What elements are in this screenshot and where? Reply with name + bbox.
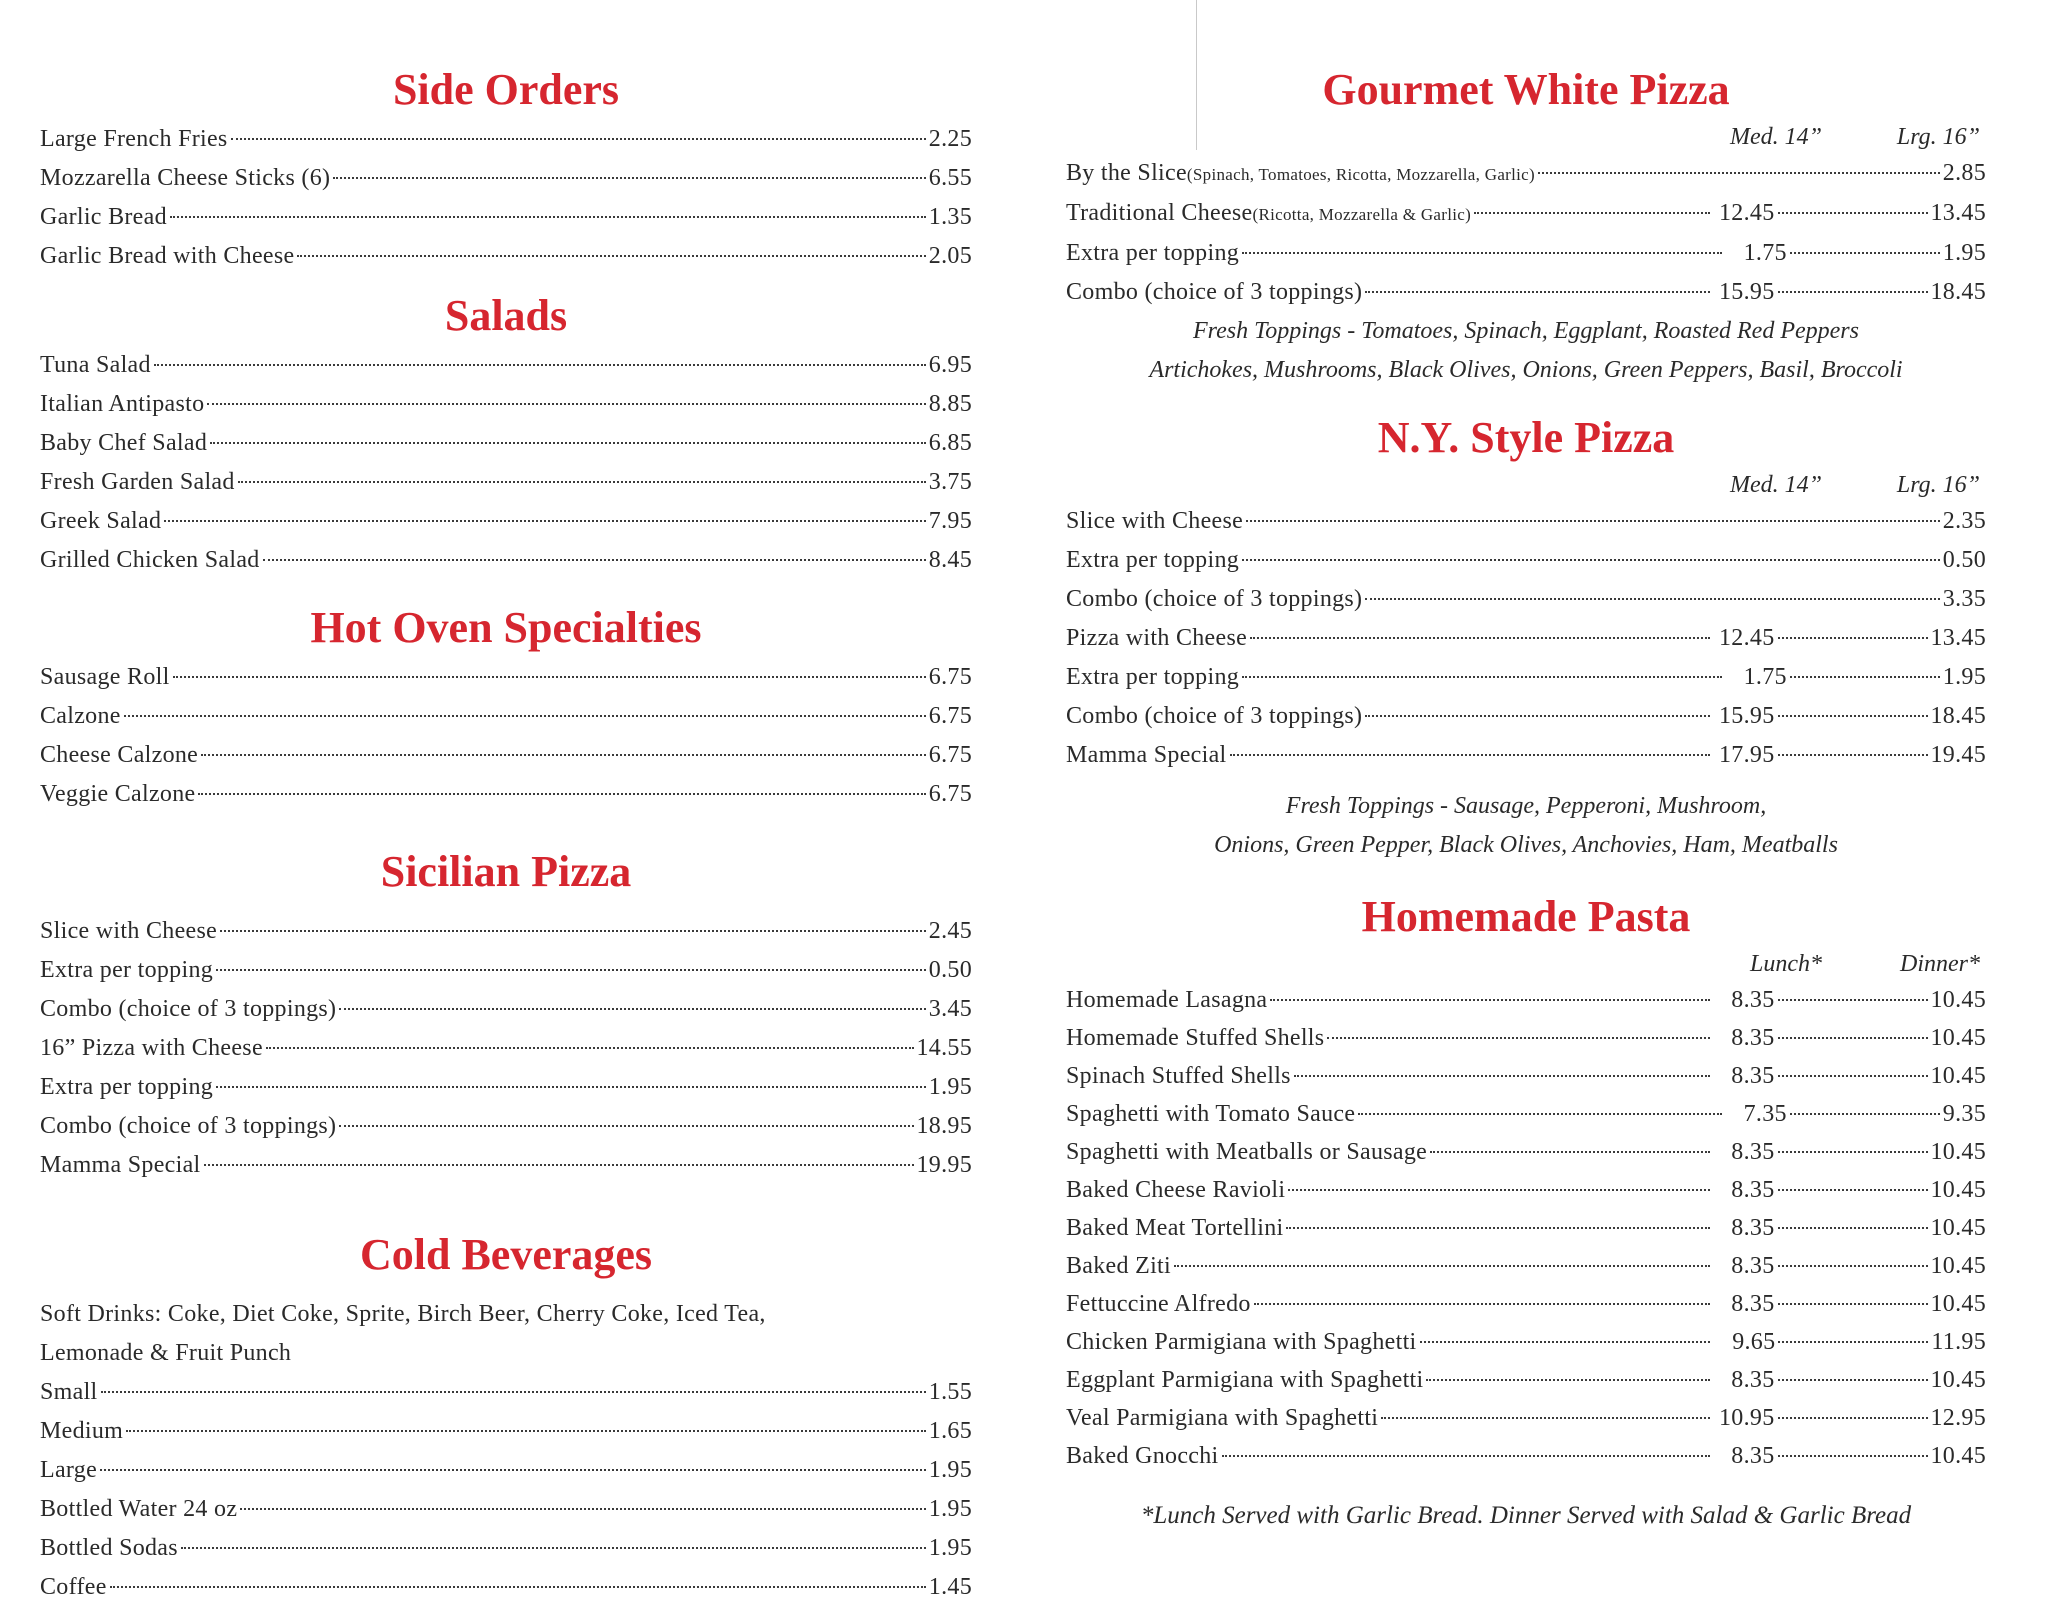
- menu-item-price: 18.95: [916, 1113, 972, 1139]
- dot-leader: [1420, 1341, 1711, 1343]
- beverages-list: [40, 1373, 972, 1607]
- menu-item-name: Grilled Chicken Salad: [40, 547, 260, 573]
- dot-leader: [216, 969, 926, 971]
- menu-item-name: Large: [40, 1457, 98, 1483]
- menu-item-name: 16” Pizza with Cheese: [40, 1035, 263, 1061]
- menu-item-name: Sausage Roll: [40, 664, 170, 690]
- menu-item-price: 2.05: [928, 243, 972, 269]
- menu-item: [40, 1068, 972, 1107]
- ny-pizza-lrg-header: Lrg. 16”: [1896, 472, 1980, 498]
- menu-item: [40, 424, 972, 463]
- dot-leader: [154, 364, 926, 366]
- dot-leader: [1778, 1189, 1928, 1191]
- dot-leader: [1538, 172, 1940, 174]
- dot-leader: [1790, 252, 1940, 254]
- menu-item-price-second: 10.45: [1930, 1291, 1986, 1317]
- menu-item-name: Extra per topping: [1066, 240, 1240, 266]
- dot-leader: [1778, 1265, 1928, 1267]
- dot-leader: [1246, 520, 1940, 522]
- menu-item: [40, 912, 972, 951]
- menu-item-name: Mamma Special: [1066, 742, 1227, 768]
- dot-leader: [1778, 291, 1928, 293]
- menu-item: [1066, 580, 1986, 619]
- menu-item-price-second: 1.95: [1942, 240, 1986, 266]
- hot-oven-list: [40, 658, 972, 814]
- dot-leader: [1778, 715, 1928, 717]
- ny-pizza-size-headers: [1066, 468, 1980, 502]
- dot-leader: [1365, 715, 1709, 717]
- menu-item-price-second: 2.85: [1942, 160, 1986, 186]
- menu-item-price-first: 8.35: [1731, 1443, 1775, 1469]
- menu-item-price: 6.95: [928, 352, 972, 378]
- menu-item-price: 6.75: [928, 703, 972, 729]
- menu-item-price-first: 10.95: [1719, 1405, 1775, 1431]
- sicilian-pizza-list: [40, 912, 972, 1185]
- menu-item-name: Large French Fries: [40, 126, 228, 152]
- menu-item-name: Baked Cheese Ravioli: [1066, 1177, 1286, 1203]
- menu-item-note: (Ricotta, Mozzarella & Garlic): [1252, 205, 1472, 224]
- dot-leader: [100, 1469, 926, 1471]
- soft-drinks-line-1: Soft Drinks: Coke, Diet Coke, Sprite, Birch Beer, Cherry Coke, Iced Tea,: [40, 1301, 766, 1327]
- menu-item: [1066, 1437, 1986, 1475]
- menu-item: [1066, 1095, 1986, 1133]
- menu-item: [1066, 541, 1986, 580]
- pasta-footnote: *Lunch Served with Garlic Bread. Dinner Served with Salad & Garlic Bread: [1140, 1502, 1912, 1529]
- menu-item-name: Combo (choice of 3 toppings): [40, 996, 337, 1022]
- pasta-list: [1066, 981, 1986, 1475]
- menu-item-name: Bottled Sodas: [40, 1535, 178, 1561]
- menu-item-name: Small: [40, 1379, 98, 1405]
- menu-item-name: Garlic Bread: [40, 204, 167, 230]
- dot-leader: [1358, 1113, 1722, 1115]
- menu-item-price-second: 18.45: [1930, 279, 1986, 305]
- dot-leader: [1778, 1227, 1928, 1229]
- salads-title: Salads: [444, 291, 568, 340]
- pasta-section: [1066, 887, 1986, 1533]
- hot-oven-title: Hot Oven Specialties: [310, 603, 702, 652]
- menu-item: [1066, 1399, 1986, 1437]
- menu-item-price-first: 8.35: [1731, 1253, 1775, 1279]
- dot-leader: [1778, 1303, 1928, 1305]
- menu-item-name: Garlic Bread with Cheese: [40, 243, 295, 269]
- dot-leader: [1778, 754, 1928, 756]
- white-pizza-lrg-header: Lrg. 16”: [1896, 124, 1980, 150]
- menu-item-price: 6.55: [928, 165, 972, 191]
- menu-item-name: Veggie Calzone: [40, 781, 196, 807]
- ny-pizza-med-header: Med. 14”: [1730, 472, 1822, 498]
- menu-item-price-second: 10.45: [1930, 1139, 1986, 1165]
- menu-item: [40, 1029, 972, 1068]
- menu-item: [1066, 194, 1986, 234]
- menu-item-price: 6.75: [928, 781, 972, 807]
- menu-item: [40, 1107, 972, 1146]
- menu-item: [1066, 736, 1986, 775]
- dot-leader: [220, 930, 926, 932]
- menu-item-name: Extra per topping: [1066, 664, 1240, 690]
- menu-item: [1066, 1171, 1986, 1209]
- menu-item: [1066, 1361, 1986, 1399]
- dot-leader: [297, 255, 925, 257]
- menu-item-price: 8.85: [928, 391, 972, 417]
- menu-item: [1066, 1019, 1986, 1057]
- dot-leader: [231, 138, 926, 140]
- menu-item-name: Traditional Cheese: [1066, 200, 1253, 226]
- white-pizza-title: Gourmet White Pizza: [1322, 65, 1730, 114]
- ny-pizza-toppings-line-2: Onions, Green Pepper, Black Olives, Anchovies, Ham, Meatballs: [1214, 832, 1838, 858]
- dot-leader: [204, 1164, 914, 1166]
- menu-item: [40, 1451, 972, 1490]
- menu-item: [1066, 981, 1986, 1019]
- dot-leader: [1778, 212, 1928, 214]
- dot-leader: [1778, 1455, 1928, 1457]
- menu-item-name: Combo (choice of 3 toppings): [40, 1113, 337, 1139]
- menu-item-name: Baked Meat Tortellini: [1066, 1215, 1284, 1241]
- menu-item-price-first: 7.35: [1743, 1101, 1787, 1127]
- dot-leader: [339, 1125, 913, 1127]
- menu-item: [1066, 234, 1986, 273]
- menu-item-name: Greek Salad: [40, 508, 162, 534]
- dot-leader: [240, 1508, 926, 1510]
- menu-item: [40, 541, 972, 580]
- menu-item-name: Medium: [40, 1418, 124, 1444]
- menu-item: [1066, 1285, 1986, 1323]
- menu-item-price: 7.95: [928, 508, 972, 534]
- menu-item-name: Combo (choice of 3 toppings): [1066, 586, 1363, 612]
- white-pizza-toppings-line-2: Artichokes, Mushrooms, Black Olives, Onions, Green Peppers, Basil, Broccoli: [1149, 357, 1903, 383]
- menu-item: [40, 502, 972, 541]
- dot-leader: [1778, 1417, 1928, 1419]
- side-orders-list: [40, 120, 972, 276]
- menu-item: [1066, 273, 1986, 312]
- pasta-lunch-header: Lunch*: [1750, 951, 1822, 977]
- dot-leader: [201, 754, 926, 756]
- menu-item-price-second: 10.45: [1930, 1025, 1986, 1051]
- menu-item: [1066, 1323, 1986, 1361]
- menu-item-name: Homemade Lasagna: [1066, 987, 1268, 1013]
- menu-item: [1066, 619, 1986, 658]
- menu-item-price-second: 10.45: [1930, 1215, 1986, 1241]
- menu-item-name: Slice with Cheese: [1066, 508, 1244, 534]
- menu-item-price: 8.45: [928, 547, 972, 573]
- side-orders-title: Side Orders: [392, 65, 620, 114]
- sicilian-pizza-title: Sicilian Pizza: [380, 847, 632, 896]
- menu-item-name: Extra per topping: [1066, 547, 1240, 573]
- dot-leader: [1778, 637, 1928, 639]
- menu-item-price: 1.95: [928, 1074, 972, 1100]
- menu-item: [1066, 697, 1986, 736]
- salads-list: [40, 346, 972, 580]
- menu-item-price: 3.45: [928, 996, 972, 1022]
- menu-item-name: Baked Ziti: [1066, 1253, 1171, 1279]
- white-pizza-med-header: Med. 14”: [1730, 124, 1822, 150]
- dot-leader: [1294, 1075, 1710, 1077]
- pasta-title: Homemade Pasta: [1361, 892, 1691, 941]
- menu-item: [1066, 658, 1986, 697]
- menu-item-price: 6.85: [928, 430, 972, 456]
- menu-item: [40, 775, 972, 814]
- dot-leader: [1242, 252, 1722, 254]
- menu-item-name: Baby Chef Salad: [40, 430, 208, 456]
- dot-leader: [164, 520, 926, 522]
- dot-leader: [181, 1547, 926, 1549]
- menu-item-name: Fettuccine Alfredo: [1066, 1291, 1251, 1317]
- dot-leader: [1365, 291, 1709, 293]
- dot-leader: [1790, 1113, 1940, 1115]
- dot-leader: [1426, 1379, 1709, 1381]
- menu-item-name: By the Slice: [1066, 160, 1187, 186]
- white-pizza-size-headers: [1066, 120, 1980, 154]
- side-orders-section: [40, 60, 972, 276]
- menu-item-price-first: 1.75: [1743, 664, 1787, 690]
- menu-item-name: Pizza with Cheese: [1066, 625, 1248, 651]
- dot-leader: [1365, 598, 1939, 600]
- menu-item-price: 2.45: [928, 918, 972, 944]
- menu-item-price-second: 13.45: [1930, 625, 1986, 651]
- dot-leader: [1288, 1189, 1709, 1191]
- menu-item-price: 0.50: [928, 957, 972, 983]
- menu-item: [1066, 154, 1986, 194]
- dot-leader: [1174, 1265, 1710, 1267]
- menu-item-price-first: 8.35: [1731, 1215, 1775, 1241]
- menu-item: [40, 658, 972, 697]
- menu-item-price-second: 9.35: [1942, 1101, 1986, 1127]
- menu-item: [1066, 1133, 1986, 1171]
- menu-item: [40, 736, 972, 775]
- menu-item-price-second: 13.45: [1930, 200, 1986, 226]
- menu-item-name: Baked Gnocchi: [1066, 1443, 1219, 1469]
- dot-leader: [1327, 1037, 1709, 1039]
- menu-item-name: Fresh Garden Salad: [40, 469, 235, 495]
- menu-item-price: 2.25: [928, 126, 972, 152]
- menu-item-price: 14.55: [916, 1035, 972, 1061]
- menu-item-note: (Spinach, Tomatoes, Ricotta, Mozzarella, Garlic): [1186, 165, 1535, 184]
- menu-item-price-first: 17.95: [1719, 742, 1775, 768]
- menu-item-price-second: 19.45: [1930, 742, 1986, 768]
- menu-item-name: Coffee: [40, 1574, 107, 1600]
- menu-item: [40, 159, 972, 198]
- sicilian-pizza-section: [40, 842, 972, 1185]
- dot-leader: [1254, 1303, 1710, 1305]
- cold-beverages-title: Cold Beverages: [359, 1230, 653, 1279]
- dot-leader: [124, 715, 926, 717]
- menu-item-price-first: 8.35: [1731, 1063, 1775, 1089]
- menu-item-price-first: 8.35: [1731, 1367, 1775, 1393]
- menu-item-price: 19.95: [916, 1152, 972, 1178]
- menu-item-name: Homemade Stuffed Shells: [1066, 1025, 1325, 1051]
- dot-leader: [1778, 1379, 1928, 1381]
- menu-item-name: Spinach Stuffed Shells: [1066, 1063, 1291, 1089]
- dot-leader: [1430, 1151, 1709, 1153]
- menu-item-price-first: 15.95: [1719, 703, 1775, 729]
- menu-item-name: Tuna Salad: [40, 352, 151, 378]
- menu-item-price-second: 10.45: [1930, 1177, 1986, 1203]
- menu-item-price-first: 8.35: [1731, 1177, 1775, 1203]
- menu-item-name: Spaghetti with Tomato Sauce: [1066, 1101, 1356, 1127]
- dot-leader: [101, 1391, 926, 1393]
- dot-leader: [1778, 1151, 1928, 1153]
- menu-item-price-second: 1.95: [1942, 664, 1986, 690]
- dot-leader: [1230, 754, 1710, 756]
- menu-item-price-first: 15.95: [1719, 279, 1775, 305]
- dot-leader: [170, 216, 926, 218]
- dot-leader: [1286, 1227, 1709, 1229]
- menu-item-price-second: 10.45: [1930, 1367, 1986, 1393]
- dot-leader: [238, 481, 926, 483]
- menu-item-price-first: 12.45: [1719, 200, 1775, 226]
- menu-item-price-second: 12.95: [1930, 1405, 1986, 1431]
- menu-item: [40, 1373, 972, 1412]
- menu-item-name: Mamma Special: [40, 1152, 201, 1178]
- menu-item: [40, 1146, 972, 1185]
- white-pizza-toppings-line-1: Fresh Toppings - Tomatoes, Spinach, Eggplant, Roasted Red Peppers: [1193, 318, 1859, 344]
- menu-item: [1066, 1247, 1986, 1285]
- ny-pizza-list: [1066, 502, 1986, 775]
- ny-pizza-toppings-line-1: Fresh Toppings - Sausage, Pepperoni, Mushroom,: [1285, 793, 1767, 819]
- menu-item-price: 1.55: [928, 1379, 972, 1405]
- dot-leader: [1790, 676, 1940, 678]
- menu-item-price-first: 8.35: [1731, 1025, 1775, 1051]
- white-pizza-section: [1066, 60, 1986, 390]
- menu-item-price: 1.45: [928, 1574, 972, 1600]
- menu-item-price-second: 10.45: [1930, 987, 1986, 1013]
- left-menu-column: [40, 60, 972, 1607]
- menu-item-price-first: 8.35: [1731, 987, 1775, 1013]
- menu-item-price-first: 8.35: [1731, 1139, 1775, 1165]
- menu-item-price: 6.75: [928, 742, 972, 768]
- menu-item-price: 1.65: [928, 1418, 972, 1444]
- menu-item: [1066, 1209, 1986, 1247]
- menu-item: [40, 237, 972, 276]
- menu-item-price-second: 10.45: [1930, 1443, 1986, 1469]
- menu-item: [40, 1412, 972, 1451]
- menu-item: [40, 198, 972, 237]
- pasta-dinner-header: Dinner*: [1900, 951, 1980, 977]
- dot-leader: [1381, 1417, 1709, 1419]
- dot-leader: [266, 1047, 914, 1049]
- dot-leader: [210, 442, 926, 444]
- menu-item: [40, 346, 972, 385]
- dot-leader: [126, 1430, 926, 1432]
- right-menu-column: [1066, 60, 1986, 1533]
- salads-section: [40, 286, 972, 580]
- menu-item-price-first: 9.65: [1732, 1329, 1776, 1355]
- menu-item-price: 1.95: [928, 1535, 972, 1561]
- dot-leader: [1778, 999, 1928, 1001]
- dot-leader: [333, 177, 926, 179]
- menu-item-name: Extra per topping: [40, 957, 214, 983]
- dot-leader: [1778, 1341, 1928, 1343]
- dot-leader: [1778, 1075, 1928, 1077]
- menu-item-name: Combo (choice of 3 toppings): [1066, 703, 1363, 729]
- cold-beverages-section: [40, 1225, 972, 1607]
- menu-item: [40, 463, 972, 502]
- menu-item: [40, 1490, 972, 1529]
- menu-item: [40, 697, 972, 736]
- menu-item: [40, 951, 972, 990]
- menu-item-name: Italian Antipasto: [40, 391, 205, 417]
- menu-item-price-first: 8.35: [1731, 1291, 1775, 1317]
- ny-pizza-title: N.Y. Style Pizza: [1377, 413, 1675, 462]
- menu-item-name: Cheese Calzone: [40, 742, 199, 768]
- menu-item-name: Calzone: [40, 703, 121, 729]
- menu-item-name: Chicken Parmigiana with Spaghetti: [1066, 1329, 1417, 1355]
- menu-item-name: Spaghetti with Meatballs or Sausage: [1066, 1139, 1428, 1165]
- dot-leader: [216, 1086, 926, 1088]
- menu-item-name: Bottled Water 24 oz: [40, 1496, 238, 1522]
- dot-leader: [1270, 999, 1709, 1001]
- hot-oven-section: [40, 598, 972, 814]
- menu-item-price-first: 12.45: [1719, 625, 1775, 651]
- menu-item-price-second: 0.50: [1942, 547, 1986, 573]
- menu-item-price: 1.35: [928, 204, 972, 230]
- soft-drinks-line-2: Lemonade & Fruit Punch: [40, 1340, 292, 1366]
- dot-leader: [1222, 1455, 1710, 1457]
- menu-item-price: 3.75: [928, 469, 972, 495]
- menu-item-price-first: 1.75: [1743, 240, 1787, 266]
- menu-item: [40, 120, 972, 159]
- dot-leader: [1242, 559, 1940, 561]
- menu-item: [1066, 1057, 1986, 1095]
- menu-item-price-second: 2.35: [1942, 508, 1986, 534]
- menu-item: [40, 990, 972, 1029]
- white-pizza-list: [1066, 154, 1986, 312]
- dot-leader: [263, 559, 926, 561]
- pasta-meal-headers: [1066, 947, 1980, 981]
- menu-item: [1066, 502, 1986, 541]
- dot-leader: [1778, 1037, 1928, 1039]
- menu-item-name: Eggplant Parmigiana with Spaghetti: [1066, 1367, 1424, 1393]
- menu-item-price: 6.75: [928, 664, 972, 690]
- menu-item: [40, 1529, 972, 1568]
- dot-leader: [1474, 212, 1709, 214]
- menu-item-name: Mozzarella Cheese Sticks (6): [40, 165, 331, 191]
- menu-item: [40, 385, 972, 424]
- menu-item-name: Veal Parmigiana with Spaghetti: [1066, 1405, 1379, 1431]
- dot-leader: [1250, 637, 1709, 639]
- menu-item-price-second: 3.35: [1942, 586, 1986, 612]
- dot-leader: [198, 793, 925, 795]
- dot-leader: [207, 403, 925, 405]
- menu-item-name: Extra per topping: [40, 1074, 214, 1100]
- dot-leader: [173, 676, 926, 678]
- menu-item-price: 1.95: [928, 1496, 972, 1522]
- menu-item-price-second: 11.95: [1931, 1329, 1986, 1355]
- ny-pizza-section: [1066, 408, 1986, 865]
- menu-item-name: Slice with Cheese: [40, 918, 218, 944]
- menu-item-price-second: 10.45: [1930, 1063, 1986, 1089]
- menu-item-price: 1.95: [928, 1457, 972, 1483]
- dot-leader: [339, 1008, 925, 1010]
- menu-item-price-second: 18.45: [1930, 703, 1986, 729]
- menu-item-name: Combo (choice of 3 toppings): [1066, 279, 1363, 305]
- menu-item-price-second: 10.45: [1930, 1253, 1986, 1279]
- dot-leader: [1242, 676, 1722, 678]
